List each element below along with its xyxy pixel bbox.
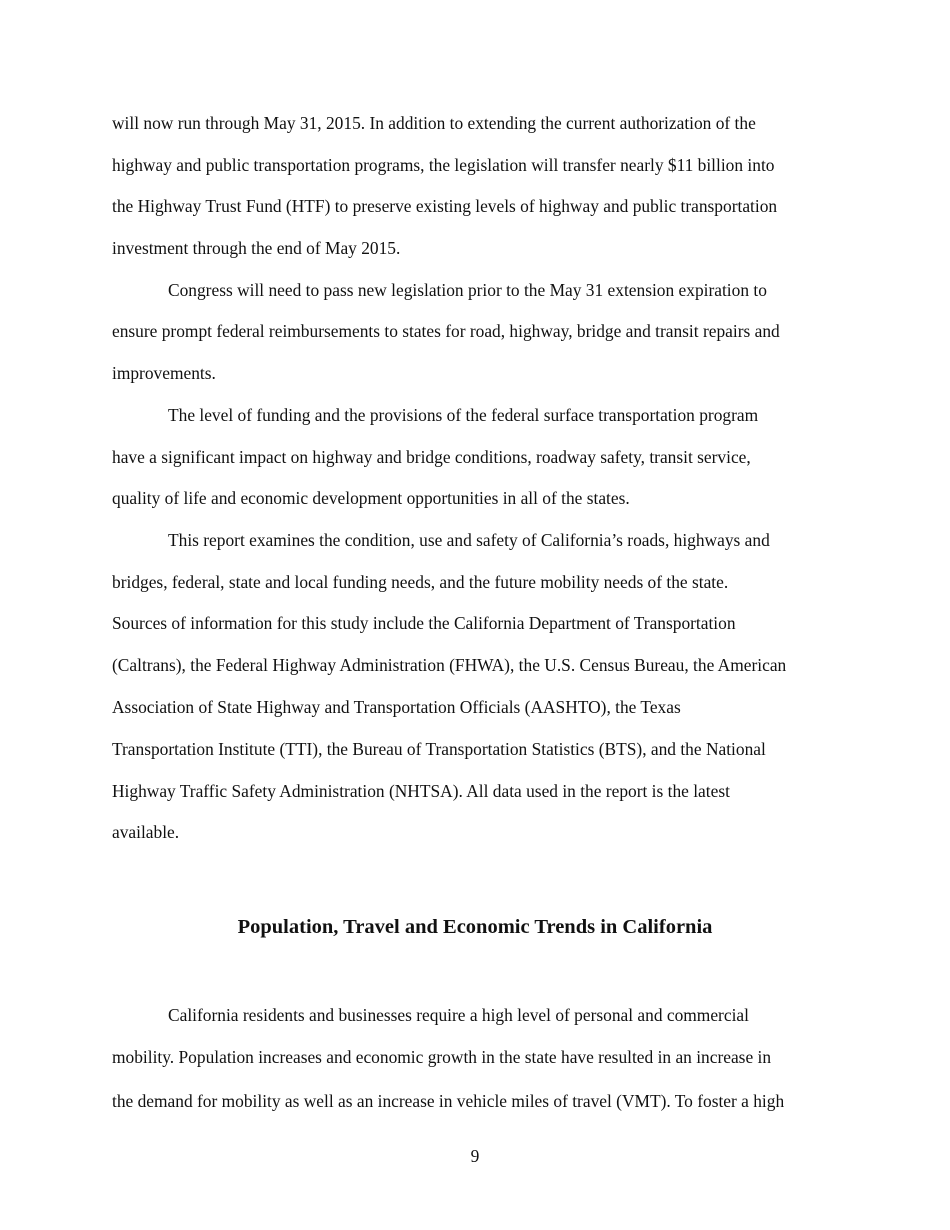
section-heading: Population, Travel and Economic Trends in California xyxy=(237,916,713,938)
paragraph-3-line-2: have a significant impact on highway and bridge conditions, roadway safety, transit service, xyxy=(112,447,751,467)
paragraph-1-line-3: the Highway Trust Fund (HTF) to preserve existing levels of highway and public transportation xyxy=(112,196,778,216)
paragraph-1-line-4: investment through the end of May 2015. xyxy=(112,238,401,258)
paragraph-4-line-4: (Caltrans), the Federal Highway Administration (FHWA), the U.S. Census Bureau, the American xyxy=(112,655,787,675)
paragraph-2-line-3: improvements. xyxy=(112,363,216,383)
paragraph-3-line-3: quality of life and economic development opportunities in all of the states. xyxy=(112,488,630,508)
paragraph-4-line-7: Highway Traffic Safety Administration (NHTSA). All data used in the report is the latest xyxy=(112,781,730,801)
paragraph-4-line-8: available. xyxy=(112,822,180,842)
paragraph-4-line-6: Transportation Institute (TTI), the Bureau of Transportation Statistics (BTS), and the National xyxy=(112,739,766,759)
paragraph-4-line-3: Sources of information for this study include the California Department of Transportation xyxy=(112,613,736,633)
paragraph-1-line-1: will now run through May 31, 2015. In addition to extending the current authorization of the xyxy=(112,113,756,133)
section-paragraph-line-1: California residents and businesses require a high level of personal and commercial xyxy=(168,1005,749,1025)
paragraph-2-line-2: ensure prompt federal reimbursements to states for road, highway, bridge and transit repairs and xyxy=(112,321,780,341)
section-paragraph-line-3: the demand for mobility as well as an increase in vehicle miles of travel (VMT). To foster a high xyxy=(112,1091,785,1111)
paragraph-4-line-1: This report examines the condition, use and safety of California’s roads, highways and xyxy=(168,530,770,550)
paragraph-3-line-1: The level of funding and the provisions of the federal surface transportation program xyxy=(168,405,759,425)
paragraph-4-line-5: Association of State Highway and Transportation Officials (AASHTO), the Texas xyxy=(112,697,681,717)
paragraph-4-line-2: bridges, federal, state and local funding needs, and the future mobility needs of the state. xyxy=(112,572,729,592)
paragraph-2-line-1: Congress will need to pass new legislation prior to the May 31 extension expiration to xyxy=(168,280,767,300)
section-paragraph-line-2: mobility. Population increases and economic growth in the state have resulted in an increase in xyxy=(112,1047,772,1067)
page-number: 9 xyxy=(470,1146,480,1166)
paragraph-1-line-2: highway and public transportation programs, the legislation will transfer nearly $11 billion into xyxy=(112,155,775,175)
